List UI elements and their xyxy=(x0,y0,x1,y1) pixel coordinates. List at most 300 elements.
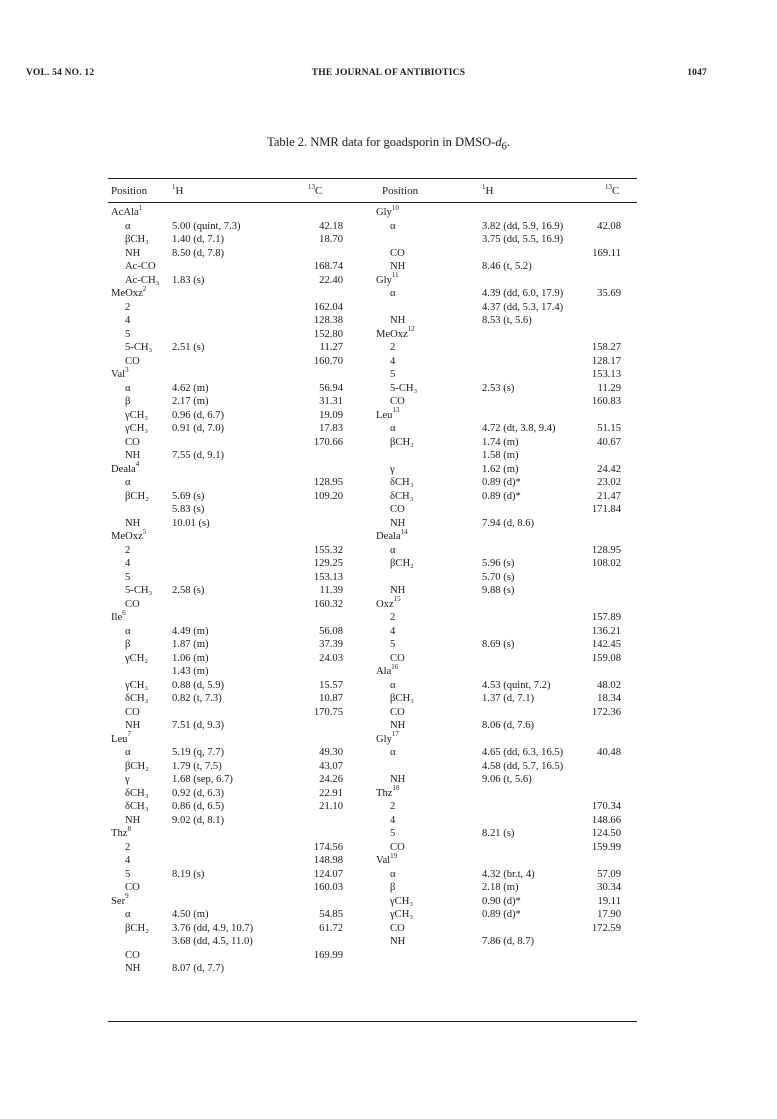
c-shift-cell: 18.70 xyxy=(319,234,343,245)
position-cell: 2 xyxy=(125,301,131,313)
h-shift-cell: 3.76 (dd, 4.9, 10.7) xyxy=(172,922,254,934)
table-row xyxy=(376,773,636,787)
position-cell: CO xyxy=(125,436,140,448)
c-shift-cell: 18.34 xyxy=(597,693,621,704)
position-cell: α xyxy=(390,868,396,880)
position-cell: δCH₃ xyxy=(125,787,149,799)
table-row xyxy=(111,892,371,909)
table-row xyxy=(111,773,371,787)
c-shift-cell: 128.38 xyxy=(313,315,343,326)
residue-number: 17 xyxy=(391,730,399,739)
c-shift-cell: 17.83 xyxy=(319,423,343,434)
table-row xyxy=(376,490,636,504)
table-row xyxy=(376,706,636,720)
position-cell: γCH₃ xyxy=(125,409,149,421)
table-row xyxy=(111,598,371,612)
h-shift-cell: 8.21 (s) xyxy=(482,828,515,839)
h-shift-cell: 5.96 (s) xyxy=(482,558,515,569)
c-shift-cell: 22.91 xyxy=(319,787,343,799)
table-row xyxy=(376,584,636,598)
position-cell: 5 xyxy=(390,369,396,380)
residue-name: Val$^3$ xyxy=(111,365,129,380)
position-cell: CO xyxy=(390,396,405,407)
right-table-column xyxy=(376,203,636,949)
table-row xyxy=(111,341,371,355)
position-cell: α xyxy=(390,747,396,758)
position-cell: NH xyxy=(390,261,406,272)
h-shift-cell: 0.82 (t, 7.3) xyxy=(172,693,222,704)
table-row xyxy=(111,395,371,409)
c-shift-cell: 170.75 xyxy=(313,706,343,718)
residue-name: Thz$^{18}$ xyxy=(376,784,400,799)
c-shift-cell: 148.66 xyxy=(591,814,621,826)
residue-number: 11 xyxy=(391,271,399,280)
h-shift-cell: 9.88 (s) xyxy=(482,585,515,596)
position-cell: α xyxy=(125,747,131,758)
position-cell: α xyxy=(125,477,131,488)
table-row xyxy=(111,301,371,315)
position-cell: 2 xyxy=(390,612,396,623)
h-shift-cell: 0.96 (d, 6.7) xyxy=(172,409,225,421)
h-shift-cell: 2.17 (m) xyxy=(172,396,209,407)
position-cell: δCH₃ xyxy=(390,490,414,502)
table-row xyxy=(376,827,636,841)
c-shift-cell: 172.59 xyxy=(591,922,621,934)
c-shift-cell: 43.07 xyxy=(319,760,343,772)
table-row xyxy=(111,584,371,598)
caption-var: d xyxy=(495,135,502,149)
table-row xyxy=(111,422,371,436)
table-row xyxy=(376,760,636,774)
c-shift-cell: 157.89 xyxy=(591,612,621,623)
position-cell: 2 xyxy=(125,544,131,556)
residue-number: 7 xyxy=(127,730,131,739)
h-shift-cell: 4.72 (dt, 3.8, 9.4) xyxy=(482,423,556,434)
c-shift-cell: 171.84 xyxy=(591,504,621,515)
table-row xyxy=(111,935,371,949)
table-row xyxy=(111,490,371,504)
c-shift-cell: 11.39 xyxy=(319,585,343,596)
residue-name: MeOxz$^2$ xyxy=(111,284,147,299)
position-cell: CO xyxy=(390,922,405,934)
c-shift-cell: 160.83 xyxy=(591,396,621,407)
table-row xyxy=(376,382,636,396)
h-shift-cell: 3.68 (dd, 4.5, 11.0) xyxy=(172,936,253,947)
table-row xyxy=(376,436,636,450)
c-shift-cell: 40.67 xyxy=(597,436,621,448)
residue-name: Gly$^{11}$ xyxy=(376,271,399,286)
h-shift-cell: 9.02 (d, 8.1) xyxy=(172,814,225,826)
residue-number: 19 xyxy=(390,851,398,860)
table-row xyxy=(376,247,636,261)
table-row xyxy=(376,233,636,247)
position-cell: 4 xyxy=(390,625,396,637)
residue-name: MeOxz$^5$ xyxy=(111,527,147,542)
position-cell: NH xyxy=(125,450,141,461)
table-row xyxy=(376,406,636,423)
table-row xyxy=(111,881,371,895)
residue-number: 5 xyxy=(142,527,147,536)
table-row xyxy=(111,274,371,288)
table-row xyxy=(111,949,371,963)
h-shift-cell: 1.87 (m) xyxy=(172,639,209,650)
position-cell: CO xyxy=(125,706,140,718)
residue-number: 12 xyxy=(407,325,415,334)
left-header-c: $^{13}$C xyxy=(308,182,323,197)
position-cell: δCH₃ xyxy=(390,477,414,488)
position-cell: 5 xyxy=(125,571,131,583)
position-cell: 5 xyxy=(125,328,131,340)
table-row xyxy=(111,247,371,261)
table-row xyxy=(111,625,371,639)
position-cell: 2 xyxy=(125,841,131,853)
position-cell: NH xyxy=(125,247,141,259)
position-cell: 4 xyxy=(125,855,131,866)
table-row xyxy=(376,814,636,828)
position-cell: βCH₂ xyxy=(125,490,149,502)
position-cell: α xyxy=(390,220,396,232)
c-shift-cell: 160.03 xyxy=(313,882,343,893)
h-shift-cell: 0.92 (d, 6.3) xyxy=(172,787,225,799)
h-shift-cell: 4.37 (dd, 5.3, 17.4) xyxy=(482,301,564,313)
position-cell: α xyxy=(125,220,131,232)
c-shift-cell: 40.48 xyxy=(597,747,621,758)
h-shift-cell: 4.49 (m) xyxy=(172,625,209,637)
position-cell: γCH₃ xyxy=(390,909,414,920)
position-cell: α xyxy=(125,909,131,920)
left-header-h: $^1$H xyxy=(172,182,184,197)
table-row xyxy=(376,503,636,517)
h-shift-cell: 2.18 (m) xyxy=(482,882,519,893)
h-shift-cell: 4.39 (dd, 6.0, 17.9) xyxy=(482,288,564,299)
table-row xyxy=(376,449,636,463)
c-shift-cell: 30.34 xyxy=(597,882,621,893)
table-row xyxy=(376,611,636,625)
position-cell: NH xyxy=(125,517,141,529)
position-cell: CO xyxy=(125,882,140,893)
table-row xyxy=(111,692,371,706)
c-shift-cell: 19.09 xyxy=(319,409,343,421)
table-row xyxy=(111,436,371,450)
table-row xyxy=(376,922,636,936)
c-shift-cell: 21.47 xyxy=(597,490,621,502)
residue-name: Thz$^8$ xyxy=(111,824,131,839)
c-shift-cell: 11.29 xyxy=(597,382,621,394)
residue-name: Deala$^4$ xyxy=(111,460,140,475)
residue-name: Ile$^6$ xyxy=(111,608,126,623)
position-cell: NH xyxy=(125,814,141,826)
c-shift-cell: 10.87 xyxy=(319,693,343,704)
c-shift-cell: 169.11 xyxy=(592,247,621,259)
table-row xyxy=(376,908,636,922)
residue-name: Gly$^{17}$ xyxy=(376,730,399,745)
right-header-h: $^1$H xyxy=(482,182,494,197)
h-shift-cell: 0.89 (d)* xyxy=(482,477,521,488)
position-cell: 2 xyxy=(390,801,396,812)
table-row xyxy=(376,868,636,882)
h-shift-cell: 1.58 (m) xyxy=(482,450,519,461)
table-row xyxy=(376,625,636,639)
table-row xyxy=(376,638,636,652)
residue-number: 18 xyxy=(392,784,400,793)
h-shift-cell: 4.53 (quint, 7.2) xyxy=(482,679,551,691)
position-cell: 4 xyxy=(125,315,131,326)
h-shift-cell: 4.65 (dd, 6.3, 16.5) xyxy=(482,747,564,758)
table-row xyxy=(376,325,636,342)
residue-name: Ser$^9$ xyxy=(111,892,129,907)
caption-sub: 6 xyxy=(501,141,507,153)
c-shift-cell: 170.66 xyxy=(313,436,343,448)
position-cell: 5 xyxy=(125,868,131,880)
c-shift-cell: 37.39 xyxy=(319,639,343,650)
table-row xyxy=(376,571,636,585)
c-shift-cell: 162.04 xyxy=(313,301,343,313)
table-row xyxy=(111,652,371,666)
c-shift-cell: 170.34 xyxy=(591,801,621,812)
c-shift-cell: 15.57 xyxy=(319,679,343,691)
position-cell: βCH₂ xyxy=(125,760,149,772)
residue-name: Leu$^{13}$ xyxy=(376,406,400,421)
table-row xyxy=(111,527,371,544)
position-cell: β xyxy=(390,882,396,893)
c-shift-cell: 148.98 xyxy=(313,855,343,866)
position-cell: NH xyxy=(390,720,406,731)
position-cell: α xyxy=(390,544,396,556)
table-row xyxy=(376,895,636,909)
c-shift-cell: 155.32 xyxy=(313,544,343,556)
left-header-position: Position xyxy=(111,185,148,197)
table-row xyxy=(376,368,636,382)
c-shift-cell: 124.07 xyxy=(313,868,343,880)
h-shift-cell: 8.69 (s) xyxy=(482,639,515,650)
c-shift-cell: 11.27 xyxy=(319,342,343,353)
residue-name: Deala$^{14}$ xyxy=(376,527,408,542)
c-shift-cell: 160.32 xyxy=(313,598,343,610)
table-row xyxy=(111,760,371,774)
table-row xyxy=(376,422,636,436)
table-row xyxy=(111,382,371,396)
c-shift-cell: 172.36 xyxy=(591,706,621,718)
residue-name: Val$^{19}$ xyxy=(376,851,398,866)
position-cell: β xyxy=(125,396,131,407)
c-shift-cell: 136.21 xyxy=(591,625,621,637)
left-table-column xyxy=(111,203,371,976)
table-row xyxy=(111,962,371,976)
table-row xyxy=(111,679,371,693)
residue-number: 1 xyxy=(138,203,143,212)
table-row xyxy=(376,935,636,949)
running-header xyxy=(0,68,777,82)
position-cell: βCH₃ xyxy=(125,234,149,245)
position-cell: δCH₃ xyxy=(125,693,149,704)
h-shift-cell: 5.00 (quint, 7.3) xyxy=(172,220,241,232)
table-row xyxy=(376,314,636,328)
position-cell: NH xyxy=(390,936,406,947)
c-shift-cell: 160.70 xyxy=(313,355,343,367)
h-shift-cell: 2.51 (s) xyxy=(172,342,205,353)
h-shift-cell: 1.62 (m) xyxy=(482,463,519,475)
table-row xyxy=(376,800,636,814)
position-cell: βCH₂ xyxy=(390,436,414,448)
table-row xyxy=(376,341,636,355)
table-row xyxy=(111,449,371,463)
position-cell: CO xyxy=(390,504,405,515)
h-shift-cell: 4.58 (dd, 5.7, 16.5) xyxy=(482,760,564,772)
table-row xyxy=(111,284,371,301)
residue-name: AcAla$^1$ xyxy=(111,203,143,218)
h-shift-cell: 1.06 (m) xyxy=(172,652,209,664)
c-shift-cell: 56.08 xyxy=(319,625,343,637)
residue-number: 8 xyxy=(127,824,131,833)
table-row xyxy=(111,233,371,247)
h-shift-cell: 1.37 (d, 7.1) xyxy=(482,693,535,704)
table-row xyxy=(111,355,371,369)
position-cell: NH xyxy=(125,963,141,974)
position-cell: 2 xyxy=(390,342,396,353)
table-row xyxy=(111,503,371,517)
h-shift-cell: 7.86 (d, 8.7) xyxy=(482,936,535,947)
c-shift-cell: 35.69 xyxy=(597,288,621,299)
residue-number: 6 xyxy=(122,608,126,617)
table-row xyxy=(111,328,371,342)
table-row xyxy=(376,301,636,315)
position-cell: CO xyxy=(390,247,405,259)
table-row xyxy=(376,692,636,706)
table-row xyxy=(376,395,636,409)
table-row xyxy=(376,355,636,369)
table-row xyxy=(111,814,371,828)
position-cell: α xyxy=(390,288,396,299)
table-row xyxy=(111,800,371,814)
table-row xyxy=(376,260,636,274)
caption-text: Table 2. NMR data for goadsporin in DMSO- xyxy=(267,135,496,149)
c-shift-cell: 174.56 xyxy=(313,841,343,853)
position-cell: 5-CH₃ xyxy=(125,342,153,353)
c-shift-cell: 57.09 xyxy=(597,868,621,880)
residue-number: 4 xyxy=(135,460,140,469)
table-row xyxy=(376,595,636,612)
h-shift-cell: 4.50 (m) xyxy=(172,909,209,920)
c-shift-cell: 51.15 xyxy=(597,423,621,434)
position-cell: 4 xyxy=(125,558,131,569)
h-shift-cell: 1.83 (s) xyxy=(172,274,205,286)
table-row xyxy=(376,730,636,747)
position-cell: 4 xyxy=(390,355,396,367)
table-caption xyxy=(0,135,777,153)
residue-name: Ala$^{16}$ xyxy=(376,662,399,677)
right-header-c: $^{13}$C xyxy=(605,182,620,197)
residue-name: Oxz$^{15}$ xyxy=(376,595,401,610)
position-cell: γCH₂ xyxy=(125,652,149,664)
table-row xyxy=(376,476,636,490)
position-cell: δCH₃ xyxy=(125,801,149,812)
table-row xyxy=(111,922,371,936)
c-shift-cell: 54.85 xyxy=(319,909,343,920)
h-shift-cell: 1.43 (m) xyxy=(172,666,209,677)
position-cell: βCH₂ xyxy=(125,922,149,934)
c-shift-cell: 109.20 xyxy=(313,490,343,502)
h-shift-cell: 7.55 (d, 9.1) xyxy=(172,450,225,461)
position-cell: γCH₃ xyxy=(390,895,414,907)
position-cell: NH xyxy=(125,720,141,731)
h-shift-cell: 8.50 (d, 7.8) xyxy=(172,247,225,259)
c-shift-cell: 56.94 xyxy=(319,382,343,394)
caption-suffix: . xyxy=(506,135,510,149)
position-cell: Ac-CO xyxy=(125,261,156,272)
table-row xyxy=(111,260,371,274)
c-shift-cell: 21.10 xyxy=(319,801,343,812)
position-cell: CO xyxy=(125,355,140,367)
c-shift-cell: 42.18 xyxy=(319,220,343,232)
position-cell: CO xyxy=(390,706,405,718)
table-row xyxy=(111,365,371,382)
table-row xyxy=(376,679,636,693)
h-shift-cell: 5.19 (q, 7.7) xyxy=(172,747,225,758)
table-row xyxy=(111,608,371,625)
h-shift-cell: 8.19 (s) xyxy=(172,868,205,880)
h-shift-cell: 7.51 (d, 9.3) xyxy=(172,720,225,731)
c-shift-cell: 124.50 xyxy=(591,828,621,839)
c-shift-cell: 108.02 xyxy=(591,558,621,569)
table-row xyxy=(111,544,371,558)
c-shift-cell: 169.99 xyxy=(313,949,343,961)
table-row xyxy=(111,665,371,679)
position-cell: βCH₂ xyxy=(390,558,414,569)
h-shift-cell: 3.75 (dd, 5.5, 16.9) xyxy=(482,234,564,245)
h-shift-cell: 1.68 (sep, 6.7) xyxy=(172,774,233,785)
table-row xyxy=(111,220,371,234)
c-shift-cell: 19.11 xyxy=(597,895,621,907)
h-shift-cell: 0.88 (d, 5.9) xyxy=(172,679,225,691)
table-row xyxy=(111,557,371,571)
c-shift-cell: 158.27 xyxy=(591,342,621,353)
residue-name: Leu$^7$ xyxy=(111,730,131,745)
h-shift-cell: 3.82 (dd, 5.9, 16.9) xyxy=(482,220,564,232)
table-row xyxy=(111,730,371,747)
position-cell: β xyxy=(125,639,131,650)
c-shift-cell: 168.74 xyxy=(313,261,343,272)
c-shift-cell: 49.30 xyxy=(319,747,343,758)
position-cell: γCH₃ xyxy=(125,423,149,434)
c-shift-cell: 24.03 xyxy=(319,652,343,664)
position-cell: CO xyxy=(125,949,140,961)
table-row xyxy=(376,271,636,288)
c-shift-cell: 153.13 xyxy=(313,571,343,583)
table-row xyxy=(376,719,636,733)
table-row xyxy=(111,746,371,760)
h-shift-cell: 5.70 (s) xyxy=(482,571,515,583)
table-row xyxy=(376,557,636,571)
c-shift-cell: 128.95 xyxy=(591,544,621,556)
position-cell: 5-CH₃ xyxy=(390,382,418,394)
table-row xyxy=(111,706,371,720)
table-row xyxy=(376,287,636,301)
right-header-position: Position xyxy=(382,185,419,197)
h-shift-cell: 2.58 (s) xyxy=(172,585,205,596)
h-shift-cell: 0.86 (d, 6.5) xyxy=(172,801,225,812)
h-shift-cell: 10.01 (s) xyxy=(172,517,210,529)
table-row xyxy=(111,854,371,868)
table-row xyxy=(376,203,636,220)
table-row xyxy=(376,463,636,477)
table-row xyxy=(376,517,636,531)
h-shift-cell: 0.90 (d)* xyxy=(482,895,521,907)
table-bottom-rule xyxy=(108,1021,637,1022)
residue-name: Gly$^{10}$ xyxy=(376,203,399,218)
table-row xyxy=(111,409,371,423)
table-row xyxy=(376,544,636,558)
table-row xyxy=(376,652,636,666)
